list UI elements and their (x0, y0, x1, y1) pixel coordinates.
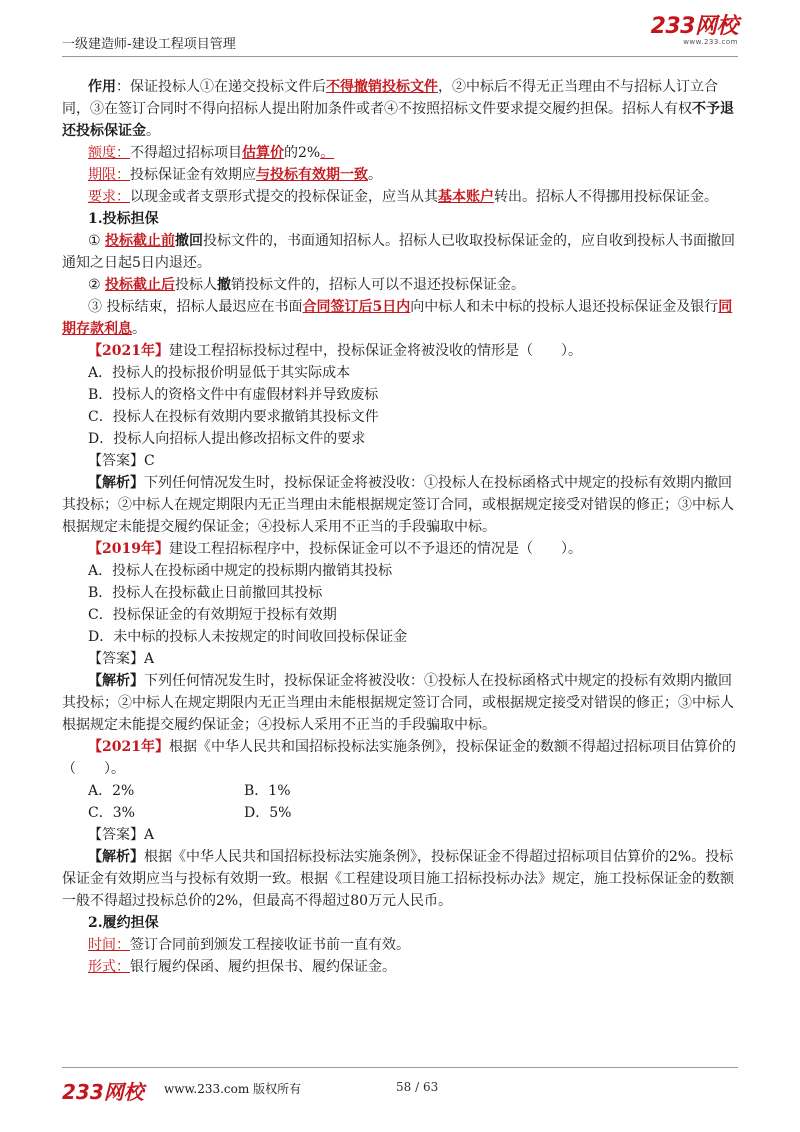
explanation (62, 670, 742, 736)
brand-logo (651, 16, 738, 47)
emphasis: 不予退还投标保证金 (62, 101, 734, 139)
text: 投标保证金有效期应 (130, 167, 256, 183)
paragraph-item-2 (62, 274, 742, 296)
option-row (62, 780, 742, 802)
paragraph-requirement (62, 186, 742, 208)
text: 转出。招标人不得挪用投标保证金。 (494, 189, 718, 205)
text: 根据《中华人民共和国招标投标法实施条例》，投标保证金的数额不得超过招标项目估算价的（ ）。 (62, 739, 736, 777)
label-function: 作用 (88, 79, 116, 95)
option-c: C．投标保证金的有效期短于投标有效期 (88, 607, 337, 623)
paragraph-amount (62, 142, 742, 164)
label-requirement: 要求： (88, 189, 130, 205)
year-tag: 【2021年】 (88, 739, 169, 755)
text: ，②中标后不得无正当理由不与招标人订立合同，③在签订合同时不得向招标人提出附加条件或者④不按照招标文件要求提交履约担保。招标人有权 (62, 79, 718, 117)
option-d: D．投标人向招标人提出修改招标文件的要求 (88, 431, 366, 447)
highlight: 投标截止后 (105, 277, 176, 293)
footer-logo: 233网校 (62, 1080, 144, 1104)
text: 下列任何情况发生时，投标保证金将被没收：①投标人在投标函格式中规定的投标有效期内撤回其投标；②中标人在规定期限内无正当理由未能根据规定签订合同，或根据规定接受对错误的修正；③中标人根据规定未能提交履约保证金；④投标人采用不正当的手段骗取中标。 (62, 673, 734, 733)
emphasis: 撤回 (175, 233, 204, 249)
answer: 【答案】A (88, 651, 155, 667)
highlight: 同期存款利息 (62, 299, 733, 337)
paragraph-item-3 (62, 296, 742, 340)
text: 。 (368, 167, 382, 183)
logo-text: 233网校 (650, 14, 738, 39)
option-b: B．投标人的资格文件中有虚假材料并导致废标 (88, 387, 379, 403)
text: ：保证投标人①在递交投标文件后 (116, 79, 326, 95)
text: 投标文件的，书面通知招标人。招标人已收取投标保证金的，应自收到投标人书面撤回通知之日起5日内退还。 (62, 233, 736, 271)
option-c: C．投标人在投标有效期内要求撤销其投标文件 (88, 409, 379, 425)
paragraph-period (62, 164, 742, 186)
highlight: 估算价 (242, 145, 284, 161)
label-amount: 额度： (88, 145, 130, 161)
text: 签订合同前到颁发工程接收证书前一直有效。 (130, 937, 410, 953)
option-a: A．2% (88, 783, 135, 799)
highlight: 基本账户 (438, 189, 494, 205)
page-footer (62, 1067, 738, 1108)
option-a: A．投标人的投标报价明显低于其实际成本 (88, 365, 351, 381)
document-title: 一级建造师-建设工程项目管理 (62, 37, 236, 52)
answer: 【答案】A (88, 827, 155, 843)
paragraph-time (62, 934, 742, 956)
text: 建设工程招标程序中，投标保证金可以不予退还的情况是（ ）。 (168, 541, 582, 557)
logo-url: www.233.com (683, 38, 738, 46)
text: 。 (320, 145, 335, 161)
text: ③ 投标结束，招标人最迟应在书面 (88, 299, 303, 315)
section-heading-performance-guarantee: 2.履约担保 (88, 915, 159, 931)
paragraph-item-1 (62, 230, 742, 274)
option-d: D．未中标的投标人未按规定的时间收回投标保证金 (88, 629, 408, 645)
text: 银行履约保函、履约担保书、履约保证金。 (130, 959, 396, 975)
paragraph-form (62, 956, 742, 978)
explanation (62, 472, 742, 538)
highlight: 不得撤销投标文件 (326, 79, 438, 95)
option-a: A．投标人在投标函中规定的投标期内撤销其投标 (88, 563, 393, 579)
text: 根据《中华人民共和国招标投标法实施条例》，投标保证金不得超过招标项目估算价的2%。投标保证金有效期应当与投标有效期一致。根据《工程建设项目施工招标投标办法》规定，施工投标保证金的数额一般不得超过投标总价的2%，但最高不得超过80万元人民币。 (62, 849, 734, 909)
explanation-tag: 【解析】 (88, 849, 144, 865)
text: 销投标文件的，招标人可以不退还投标保证金。 (231, 277, 526, 293)
highlight: 投标截止前 (105, 233, 176, 249)
document-body (62, 76, 742, 978)
answer: 【答案】C (88, 453, 155, 469)
explanation (62, 846, 742, 912)
question-stem (62, 538, 742, 560)
year-tag: 【2021年】 (88, 343, 169, 359)
text: 。 (132, 321, 146, 337)
text: 向中标人和未中标的投标人退还投标保证金及银行 (410, 299, 719, 315)
emphasis: 撤 (217, 277, 232, 293)
question-stem (62, 736, 742, 780)
label-form: 形式： (88, 959, 130, 975)
option-b: B．投标人在投标截止日前撤回其投标 (88, 585, 323, 601)
text: 的2% (284, 145, 321, 161)
option-c: C．3% (88, 805, 135, 821)
text: 下列任何情况发生时，投标保证金将被没收：①投标人在投标函格式中规定的投标有效期内撤回其投标；②中标人在规定期限内无正当理由未能根据规定签订合同，或根据规定接受对错误的修正；③中标人根据规定未能提交履约保证金；④投标人采用不正当的手段骗取中标。 (62, 475, 734, 535)
page-number: 58 / 63 (396, 1080, 439, 1094)
question-stem (62, 340, 742, 362)
text: ① (88, 233, 106, 249)
text: 以现金或者支票形式提交的投标保证金，应当从其 (130, 189, 438, 205)
page-header (62, 0, 738, 57)
option-d: D．5% (244, 805, 292, 821)
year-tag: 【2019年】 (88, 541, 169, 557)
text: 。 (146, 123, 160, 139)
label-period: 期限： (88, 167, 130, 183)
option-b: B．1% (244, 783, 291, 799)
text: ② (88, 277, 106, 293)
label-time: 时间： (88, 937, 130, 953)
paragraph-function (62, 76, 742, 142)
text: 不得超过招标项目 (130, 145, 242, 161)
text: 投标人 (175, 277, 218, 293)
highlight: 与投标有效期一致 (256, 167, 368, 183)
option-row (62, 802, 742, 824)
text: 建设工程招标投标过程中，投标保证金将被没收的情形是（ ）。 (168, 343, 582, 359)
copyright: www.233.com 版权所有 (164, 1082, 302, 1096)
explanation-tag: 【解析】 (88, 673, 144, 689)
section-heading-bid-guarantee: 1.投标担保 (88, 211, 159, 227)
explanation-tag: 【解析】 (88, 475, 144, 491)
highlight: 合同签订后5日内 (302, 299, 411, 315)
